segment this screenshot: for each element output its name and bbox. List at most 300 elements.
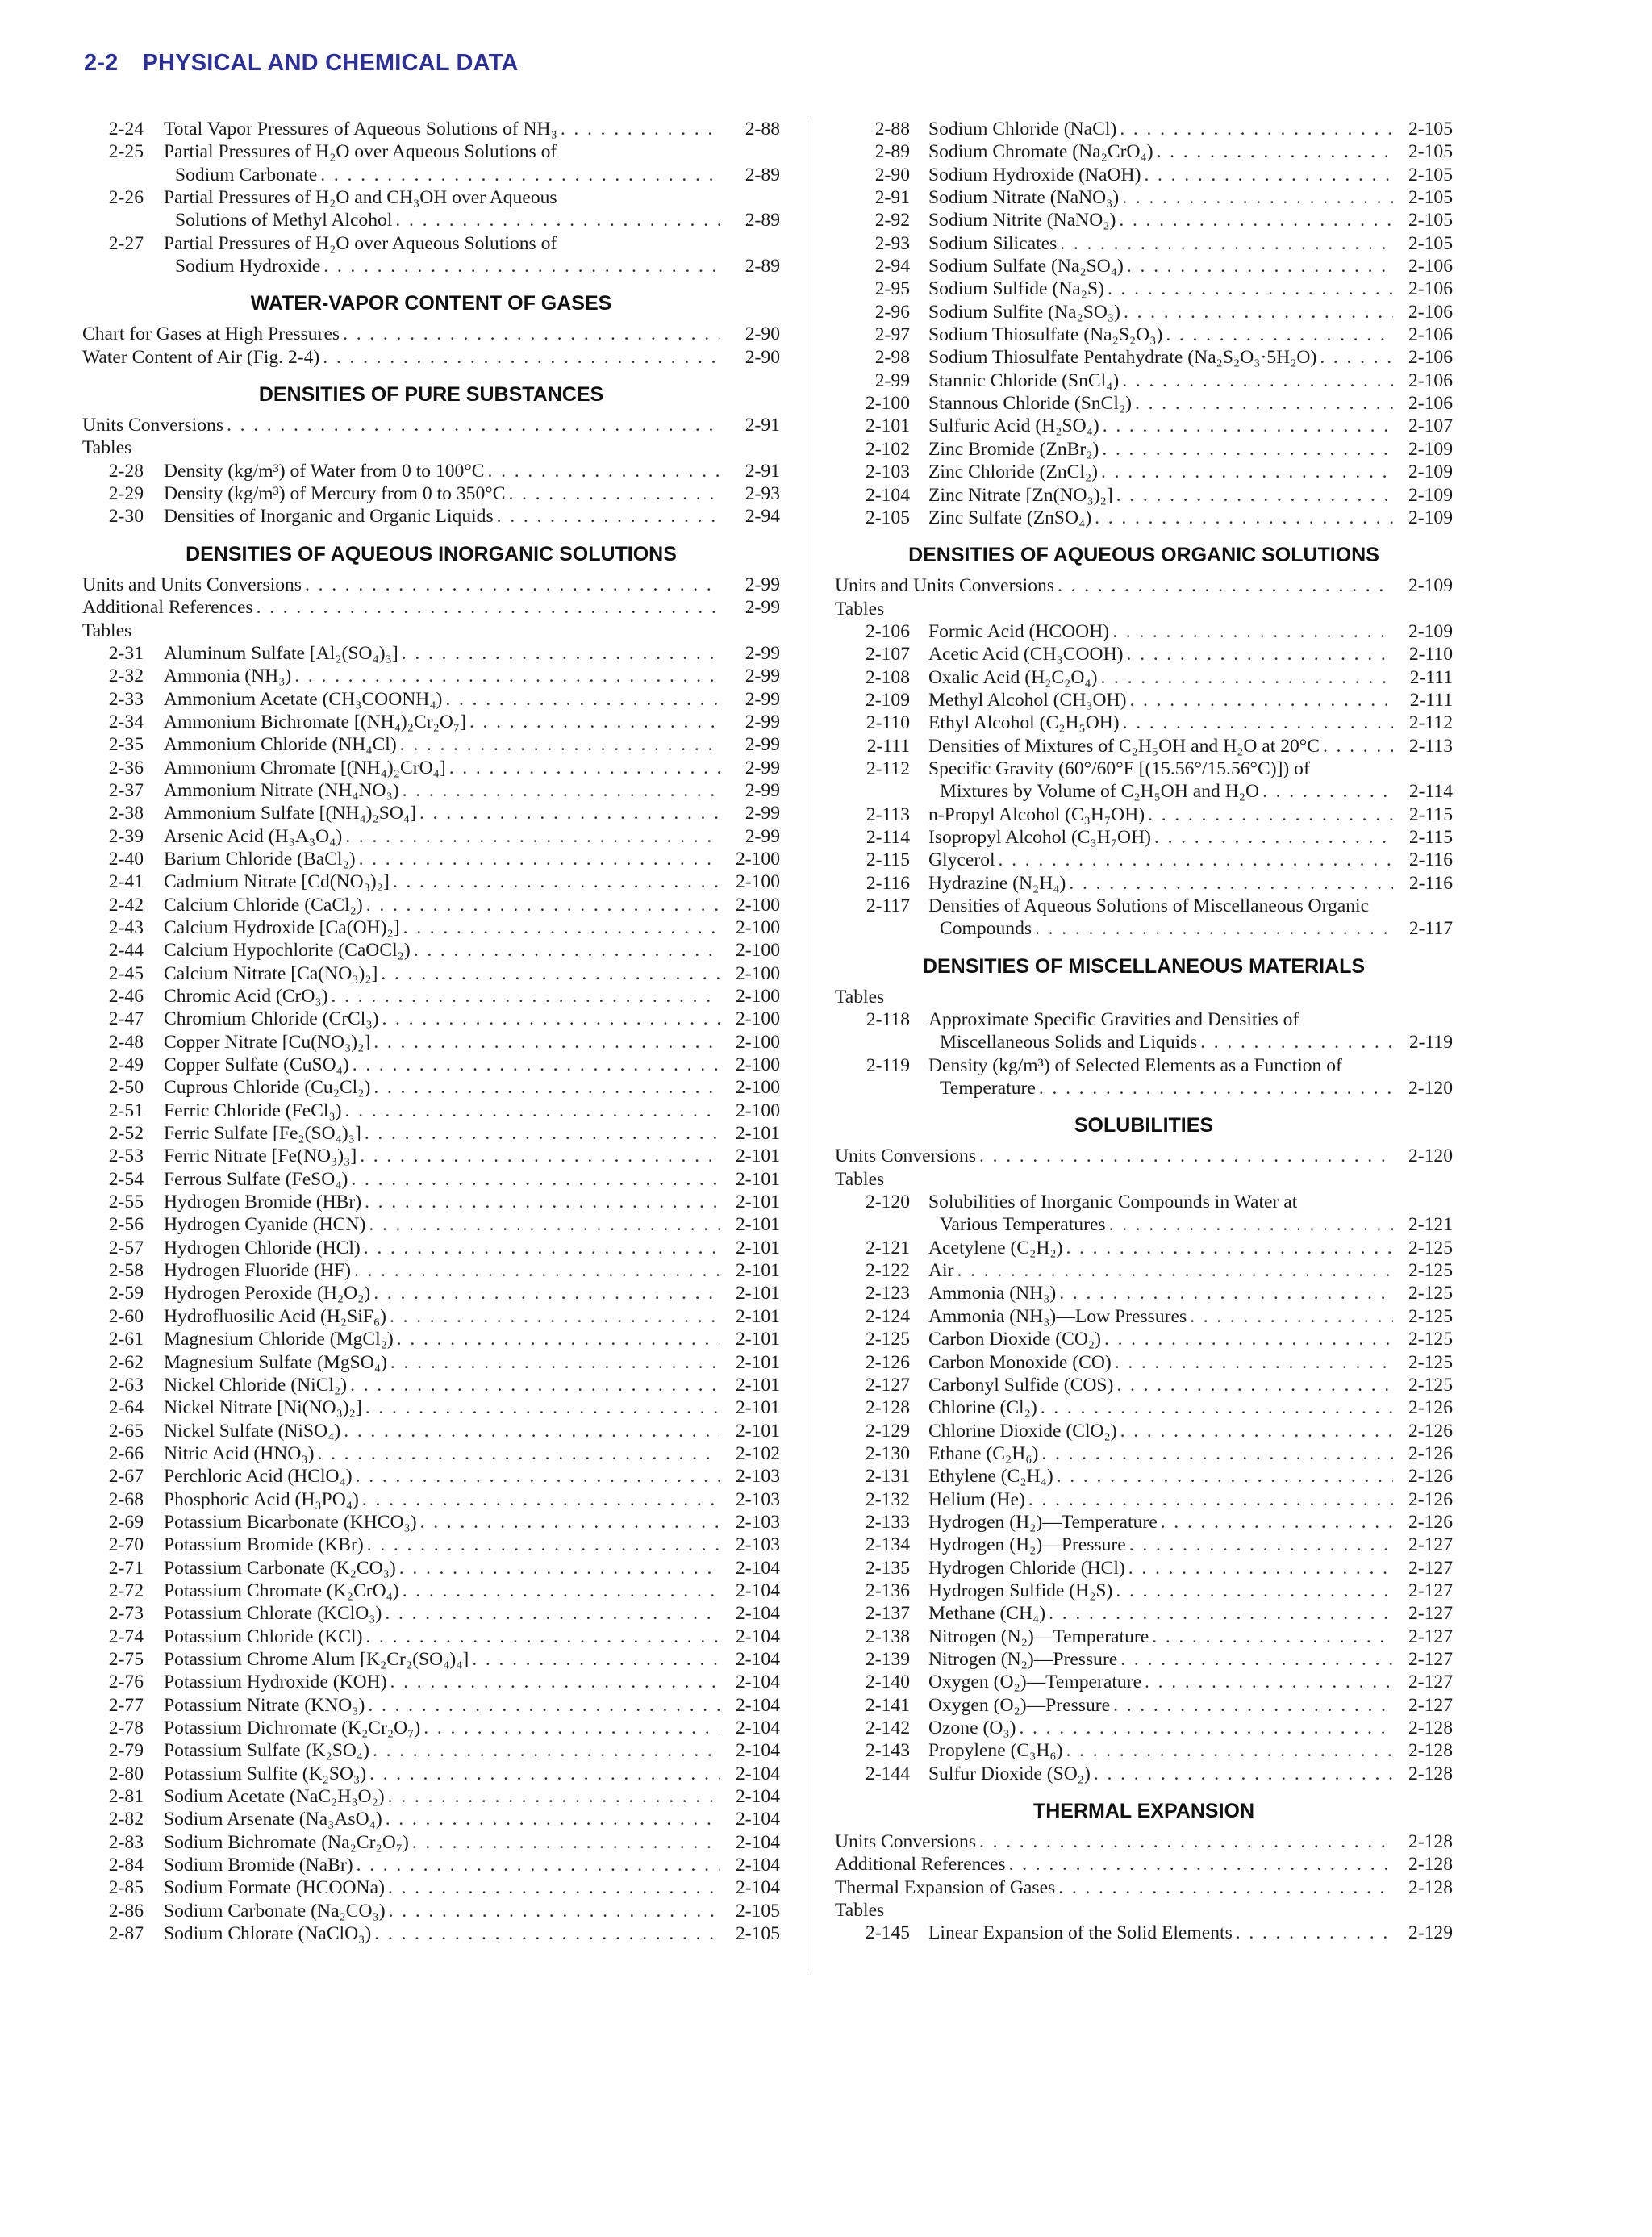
toc-entry (82, 505, 780, 528)
dot-leader (979, 1830, 1393, 1853)
dot-leader (508, 482, 720, 505)
list-organic (835, 620, 1453, 941)
entry-page: 2-99 (745, 597, 780, 619)
dot-leader (1129, 689, 1393, 712)
entry-page: 2-99 (745, 779, 780, 801)
entry-title: Phosphoric Acid (H₃PO₄) (164, 1488, 359, 1510)
entry-title: Potassium Nitrate (KNO₃) (164, 1694, 365, 1716)
entry-page: 2-111 (1409, 666, 1453, 688)
table-number: 2-32 (108, 666, 144, 687)
entry-title: Sodium Silicates (928, 232, 1058, 254)
table-number: 2-114 (866, 826, 910, 848)
entry-title: Ferrous Sulfate (FeSO₄) (164, 1168, 348, 1190)
entry-title: Hydrazine (N₂H₄) (928, 872, 1066, 894)
table-number: 2-126 (865, 1351, 910, 1373)
entry-page: 2-101 (735, 1146, 780, 1167)
heading-organic: DENSITIES OF AQUEOUS ORGANIC SOLUTIONS (908, 544, 1379, 567)
toc-entry-continuation (82, 255, 780, 278)
entry-title: Units and Units Conversions (835, 575, 1054, 597)
right-column (835, 118, 1453, 1945)
toc-entry-continuation (835, 1077, 1453, 1100)
toc-entry (82, 596, 780, 619)
entry-page: 2-101 (735, 1123, 780, 1145)
dot-leader (390, 1351, 720, 1374)
toc-entry (835, 1191, 1453, 1213)
table-number: 2-58 (108, 1260, 144, 1282)
table-number: 2-52 (108, 1123, 144, 1145)
table-number: 2-37 (108, 779, 144, 801)
toc-entry (835, 803, 1453, 826)
entry-title: Cadmium Nitrate [Cd(NO₃)₂] (164, 871, 390, 893)
dot-leader (1128, 1557, 1393, 1580)
table-number: 2-36 (108, 757, 144, 778)
table-number: 2-111 (866, 735, 910, 757)
table-number: 2-136 (865, 1580, 910, 1601)
entry-title: Potassium Chrome Alum [K₂Cr₂(SO₄)₄] (164, 1648, 469, 1670)
dot-leader (365, 1396, 720, 1419)
dot-leader (403, 1580, 720, 1602)
toc-entry (835, 735, 1453, 757)
table-number: 2-106 (865, 620, 910, 642)
entry-page: 2-101 (735, 1305, 780, 1327)
dot-leader (1104, 1328, 1393, 1350)
dot-leader (357, 1854, 720, 1876)
dot-leader (419, 802, 720, 824)
entry-title: Sodium Chlorate (NaClO₃) (164, 1923, 372, 1945)
toc-entry (835, 757, 1453, 780)
sol-tables-label: Tables (835, 1168, 885, 1190)
entry-title: Oxalic Acid (H₂C₂O₄) (928, 666, 1098, 688)
table-number: 2-83 (108, 1831, 144, 1853)
toc-entry (82, 1739, 780, 1762)
entry-title: Chlorine Dioxide (ClO₂) (928, 1420, 1117, 1442)
toc-entry (835, 209, 1453, 232)
entry-title: Sodium Nitrite (NaNO₂) (928, 210, 1116, 232)
table-number: 2-93 (874, 232, 910, 254)
toc-entry (835, 323, 1453, 346)
entry-page: 2-90 (745, 346, 780, 368)
dot-leader (1094, 1763, 1393, 1785)
toc-entry-continuation (835, 1213, 1453, 1236)
entry-page: 2-128 (1408, 1717, 1453, 1738)
toc-entry (82, 1763, 780, 1785)
dot-leader (385, 1602, 720, 1625)
table-number: 2-142 (865, 1717, 910, 1738)
entry-title: Methyl Alcohol (CH₃OH) (928, 689, 1127, 711)
dot-leader (979, 1145, 1393, 1167)
dot-leader (957, 1259, 1393, 1282)
entry-title: Chromic Acid (CrO₃) (164, 986, 328, 1007)
entry-page: 2-126 (1408, 1442, 1453, 1464)
table-number: 2-118 (866, 1009, 910, 1031)
toc-entry (835, 1008, 1453, 1031)
dot-leader (390, 1305, 720, 1328)
entry-title: Ozone (O₃) (928, 1717, 1016, 1738)
entry-page: 2-127 (1408, 1694, 1453, 1716)
entry-title: Oxygen (O₂)—Pressure (928, 1694, 1111, 1716)
dot-leader (1069, 872, 1393, 895)
toc-entry (835, 1259, 1453, 1282)
table-number: 2-117 (866, 895, 910, 916)
entry-page: 2-126 (1408, 1420, 1453, 1442)
dot-leader (1108, 278, 1393, 300)
entry-page: 2-127 (1408, 1557, 1453, 1579)
entry-page: 2-128 (1408, 1876, 1453, 1898)
table-number: 2-24 (108, 119, 144, 140)
table-number: 2-143 (865, 1740, 910, 1762)
toc-entry (82, 1557, 780, 1580)
dot-leader (420, 1511, 720, 1534)
table-number: 2-96 (874, 301, 910, 323)
table-number: 2-128 (865, 1397, 910, 1419)
entry-title: Hydrogen (H₂)—Pressure (928, 1534, 1126, 1556)
entry-title: Hydrogen Chloride (HCl) (928, 1557, 1125, 1579)
dot-leader (386, 1808, 720, 1830)
dot-leader (472, 1648, 720, 1671)
toc-entry (835, 1671, 1453, 1693)
entry-page: 2-116 (1408, 872, 1453, 894)
entry-title: Density (kg/m³) of Mercury from 0 to 350°C (164, 483, 506, 505)
entry-title: Linear Expansion of the Solid Elements (928, 1922, 1233, 1944)
table-number: 2-130 (865, 1442, 910, 1464)
entry-page: 2-99 (745, 642, 780, 664)
dot-leader (469, 711, 720, 733)
toc-entry (82, 1168, 780, 1191)
dot-leader (1236, 1922, 1393, 1944)
table-number: 2-132 (865, 1488, 910, 1510)
dot-leader (1323, 735, 1393, 757)
entry-title: Aluminum Sulfate [Al₂(SO₄)₃] (164, 642, 398, 664)
entry-page: 2-94 (745, 506, 780, 528)
entry-title: Calcium Hydroxide [Ca(OH)₂] (164, 916, 400, 938)
toc-entry (82, 1145, 780, 1167)
list-vapor-pressure (82, 118, 780, 278)
entry-title: Potassium Dichromate (K₂Cr₂O₇) (164, 1717, 421, 1738)
entry-title-cont: Compounds (940, 918, 1032, 940)
dot-leader (365, 1122, 720, 1145)
table-number: 2-47 (108, 1008, 144, 1030)
entry-page: 2-100 (735, 848, 780, 870)
dot-leader (388, 1785, 720, 1808)
entry-page: 2-100 (735, 916, 780, 938)
entry-page: 2-105 (735, 1923, 780, 1945)
dot-leader (345, 825, 720, 848)
toc-entry (835, 118, 1453, 140)
table-number: 2-60 (108, 1305, 144, 1327)
toc-entry (82, 1054, 780, 1076)
toc-entry (835, 1694, 1453, 1717)
pure-tables-label: Tables (82, 437, 132, 459)
table-number: 2-134 (865, 1534, 910, 1556)
entry-title: Stannous Chloride (SnCl₂) (928, 393, 1133, 415)
entry-page: 2-125 (1408, 1329, 1453, 1350)
dot-leader (323, 255, 720, 278)
entry-title: Sodium Thiosulfate (Na₂S₂O₃) (928, 324, 1163, 346)
table-number: 2-144 (865, 1763, 910, 1784)
entry-page: 2-99 (745, 666, 780, 687)
heading-thermal-expansion: THERMAL EXPANSION (1032, 1800, 1255, 1823)
table-number: 2-123 (865, 1283, 910, 1304)
entry-title: Units Conversions (835, 1146, 976, 1167)
dot-leader (1019, 1717, 1393, 1739)
table-number: 2-86 (108, 1900, 144, 1922)
entry-title: Acetic Acid (CH₃COOH) (928, 644, 1124, 666)
toc-entry (835, 1557, 1453, 1580)
toc-entry (82, 1648, 780, 1671)
toc-entry (835, 1763, 1453, 1785)
entry-title: Ethyl Alcohol (C₂H₅OH) (928, 712, 1120, 734)
list-misc (835, 1008, 1453, 1100)
table-number: 2-101 (865, 415, 910, 437)
entry-page: 2-125 (1408, 1305, 1453, 1327)
toc-entry (835, 1626, 1453, 1648)
toc-entry (82, 1488, 780, 1511)
toc-entry (82, 1580, 780, 1602)
entry-title: Sodium Sulfite (Na₂SO₃) (928, 301, 1120, 323)
toc-entry (82, 870, 780, 893)
entry-title: Densities of Mixtures of C₂H₅OH and H₂O at 20°C (928, 735, 1320, 757)
list-water-vapor (82, 323, 780, 369)
dot-leader (1119, 209, 1393, 232)
table-number: 2-139 (865, 1648, 910, 1670)
entry-title: Hydrogen Sulfide (H₂S) (928, 1580, 1113, 1601)
entry-page: 2-110 (1408, 644, 1453, 666)
table-number: 2-97 (874, 324, 910, 346)
entry-page: 2-120 (1408, 1146, 1453, 1167)
toc-entry (835, 1922, 1453, 1944)
entry-title: Sodium Chromate (Na₂CrO₄) (928, 141, 1153, 163)
table-number: 2-125 (865, 1329, 910, 1350)
dot-leader (1058, 1876, 1393, 1899)
entry-page: 2-117 (1408, 918, 1453, 940)
toc-entry (835, 849, 1453, 871)
entry-page: 2-104 (735, 1786, 780, 1808)
table-number: 2-90 (874, 164, 910, 186)
toc-entry (82, 1100, 780, 1122)
entry-title: Calcium Nitrate [Ca(NO₃)₂] (164, 962, 378, 984)
entry-page: 2-106 (1408, 256, 1453, 278)
table-number: 2-53 (108, 1146, 144, 1167)
section-title: PHYSICAL AND CHEMICAL DATA (142, 50, 519, 76)
entry-title: Potassium Sulfite (K₂SO₃) (164, 1763, 367, 1784)
list-inorganic (82, 642, 780, 1946)
toc-entry (835, 278, 1453, 300)
toc-entry (82, 962, 780, 985)
entry-page: 2-104 (735, 1580, 780, 1601)
entry-title: Oxygen (O₂)—Temperature (928, 1671, 1142, 1693)
dot-leader (373, 1282, 720, 1304)
toc-entry (835, 1739, 1453, 1762)
toc-entry (82, 711, 780, 733)
toc-entry (835, 140, 1453, 163)
dot-leader (1120, 1648, 1393, 1671)
table-number: 2-145 (865, 1922, 910, 1944)
toc-entry (82, 688, 780, 711)
dot-leader (382, 1008, 720, 1030)
entry-title: Ammonia (NH₃) (164, 666, 292, 687)
entry-title: Sulfuric Acid (H₂SO₄) (928, 415, 1099, 437)
dot-leader (332, 985, 721, 1008)
entry-page: 2-90 (745, 323, 780, 345)
entry-title: Zinc Sulfate (ZnSO₄) (928, 507, 1092, 528)
toc-entry-continuation (835, 780, 1453, 803)
entry-title: Acetylene (C₂H₂) (928, 1237, 1063, 1258)
entry-title: Ammonium Acetate (CH₃COONH₄) (164, 688, 443, 710)
toc-entry (82, 939, 780, 962)
entry-title-cont: Solutions of Methyl Alcohol (175, 210, 393, 232)
table-number: 2-85 (108, 1877, 144, 1899)
toc-entry (82, 1785, 780, 1808)
entry-page: 2-101 (735, 1168, 780, 1190)
table-number: 2-116 (866, 872, 910, 894)
entry-page: 2-106 (1408, 324, 1453, 346)
table-number: 2-55 (108, 1192, 144, 1213)
table-number: 2-49 (108, 1054, 144, 1076)
dot-leader (1116, 484, 1393, 507)
toc-entry-continuation (82, 209, 780, 232)
dot-leader (397, 1328, 720, 1350)
entry-page: 2-107 (1408, 415, 1453, 437)
toc-entry (82, 1511, 780, 1534)
table-number: 2-105 (865, 507, 910, 528)
entry-page: 2-104 (735, 1694, 780, 1716)
entry-title: Chlorine (Cl₂) (928, 1397, 1037, 1419)
table-number: 2-62 (108, 1351, 144, 1373)
entry-title: Approximate Specific Gravities and Densities of (928, 1009, 1299, 1031)
toc-entry (82, 1876, 780, 1899)
toc-entry (835, 232, 1453, 255)
dot-leader (449, 757, 720, 779)
entry-page: 2-106 (1408, 393, 1453, 415)
entry-page: 2-105 (1408, 210, 1453, 232)
table-number: 2-80 (108, 1763, 144, 1784)
entry-title: Hydrogen (H₂)—Temperature (928, 1511, 1158, 1533)
entry-title: Density (kg/m³) of Selected Elements as a Function of (928, 1054, 1342, 1076)
dot-leader (323, 346, 720, 369)
dot-leader (1127, 643, 1394, 666)
entry-title: Nitric Acid (HNO₃) (164, 1442, 315, 1464)
page-header (84, 50, 519, 77)
entry-title: Carbon Monoxide (CO) (928, 1351, 1112, 1373)
toc-entry (82, 1191, 780, 1213)
entry-title: Zinc Bromide (ZnBr₂) (928, 438, 1099, 460)
table-number: 2-113 (866, 803, 910, 825)
toc-entry (82, 1420, 780, 1442)
entry-page: 2-109 (1408, 620, 1453, 642)
entry-page: 2-99 (745, 688, 780, 710)
entry-page: 2-103 (735, 1534, 780, 1556)
entry-title: Partial Pressures of H₂O over Aqueous Solutions of (164, 232, 557, 254)
list-inorganic-cont (835, 118, 1453, 529)
dot-leader (1009, 1853, 1393, 1876)
entry-title: Densities of Aqueous Solutions of Miscellaneous Organic (928, 895, 1370, 916)
table-number: 2-74 (108, 1626, 144, 1647)
table-number: 2-94 (874, 256, 910, 278)
table-number: 2-99 (874, 369, 910, 391)
entry-page: 2-101 (735, 1397, 780, 1419)
table-number: 2-108 (865, 666, 910, 688)
dot-leader (1028, 1488, 1393, 1511)
dot-leader (999, 849, 1393, 871)
dot-leader (373, 1076, 720, 1099)
entry-title: Hydrogen Chloride (HCl) (164, 1237, 361, 1258)
dot-leader (1262, 780, 1393, 803)
toc-entry (835, 712, 1453, 734)
toc-entry (835, 620, 1453, 643)
table-number: 2-140 (865, 1671, 910, 1693)
entry-title: Ammonium Bichromate [(NH₄)₂Cr₂O₇] (164, 711, 466, 732)
dot-leader (1166, 323, 1393, 346)
entry-page: 2-121 (1408, 1214, 1453, 1236)
dot-leader (423, 1717, 720, 1739)
toc-entry (82, 665, 780, 687)
table-number: 2-63 (108, 1374, 144, 1396)
entry-page: 2-91 (745, 415, 780, 436)
toc-entry (82, 1076, 780, 1099)
toc-entry (835, 1465, 1453, 1488)
table-number: 2-137 (865, 1603, 910, 1625)
toc-entry (82, 1854, 780, 1876)
dot-leader (1041, 1442, 1393, 1465)
toc-entry (82, 414, 780, 436)
entry-page: 2-128 (1408, 1763, 1453, 1784)
dot-leader (343, 323, 720, 345)
entry-page: 2-104 (735, 1648, 780, 1670)
entry-page: 2-126 (1408, 1488, 1453, 1510)
toc-entry (835, 1328, 1453, 1350)
entry-therm-gases (835, 1876, 1453, 1899)
entry-title: Helium (He) (928, 1488, 1025, 1510)
table-number: 2-104 (865, 484, 910, 506)
entry-title: Methane (CH₄) (928, 1603, 1046, 1625)
dot-leader (497, 505, 720, 528)
table-number: 2-25 (108, 141, 144, 163)
entry-page: 2-99 (745, 574, 780, 595)
table-number: 2-41 (108, 871, 144, 893)
dot-leader (403, 779, 720, 802)
table-number: 2-29 (108, 483, 144, 505)
entry-title-cont: Miscellaneous Solids and Liquids (940, 1032, 1198, 1054)
entry-title: Ammonia (NH₃)—Low Pressures (928, 1305, 1187, 1327)
table-number: 2-112 (866, 757, 910, 779)
toc-entry (82, 1008, 780, 1030)
table-number: 2-109 (865, 689, 910, 711)
toc-entry (82, 1237, 780, 1259)
dot-leader (1103, 415, 1393, 437)
entry-page: 2-99 (745, 711, 780, 732)
toc-entry (835, 369, 1453, 392)
entry-page: 2-115 (1408, 803, 1453, 825)
dot-leader (1123, 712, 1393, 734)
entry-title: Nickel Nitrate [Ni(NO₃)₂] (164, 1397, 362, 1419)
toc-entry (835, 346, 1453, 369)
toc-entry (82, 460, 780, 482)
entry-title: Copper Sulfate (CuSO₄) (164, 1054, 349, 1076)
dot-leader (1120, 118, 1393, 140)
entry-title: Sodium Arsenate (Na₃AsO₄) (164, 1809, 382, 1830)
table-number: 2-82 (108, 1809, 144, 1830)
table-number: 2-66 (108, 1442, 144, 1464)
toc-entry (82, 894, 780, 916)
entry-pure-units (82, 414, 780, 436)
entry-title: Hydrogen Fluoride (HF) (164, 1260, 351, 1282)
table-number: 2-91 (874, 187, 910, 209)
entry-page: 2-102 (735, 1442, 780, 1464)
toc-entry (82, 733, 780, 756)
entry-title: Chromium Chloride (CrCl₃) (164, 1008, 379, 1030)
entry-page: 2-101 (735, 1192, 780, 1213)
toc-entry (835, 484, 1453, 507)
